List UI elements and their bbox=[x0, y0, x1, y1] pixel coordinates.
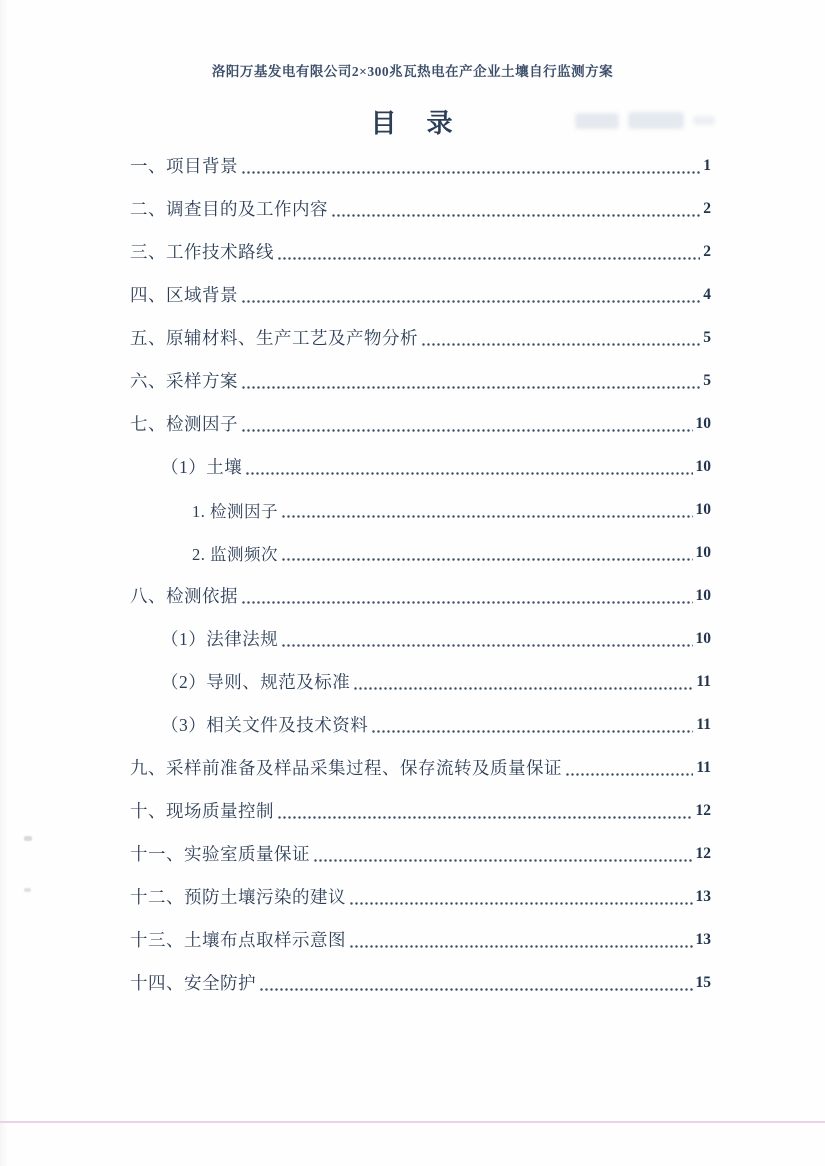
toc-entry-label: 2. 监测频次 bbox=[192, 544, 278, 564]
toc-entry-label: 十一、实验室质量保证 bbox=[130, 844, 310, 864]
toc-dot-leader bbox=[241, 385, 700, 390]
toc-entry-page: 4 bbox=[703, 285, 711, 303]
toc-entry-label: 1. 检测因子 bbox=[192, 501, 278, 521]
toc-entry-page: 1 bbox=[703, 156, 711, 174]
toc-dot-leader bbox=[421, 342, 700, 347]
toc-dot-leader bbox=[313, 858, 693, 863]
toc-entry bbox=[130, 875, 711, 918]
toc-entry bbox=[130, 746, 711, 789]
toc-entry-label: 一、项目背景 bbox=[130, 156, 238, 176]
toc-entry-page: 5 bbox=[703, 328, 711, 346]
toc-entry-label: 六、采样方案 bbox=[130, 371, 238, 391]
toc-dot-leader bbox=[241, 600, 693, 605]
toc-entry bbox=[130, 273, 711, 316]
toc-entry bbox=[130, 617, 711, 660]
toc-entry bbox=[130, 187, 711, 230]
scan-speck bbox=[24, 888, 31, 892]
toc-dot-leader bbox=[281, 557, 693, 562]
toc-entry-label: 二、调查目的及工作内容 bbox=[130, 199, 328, 219]
toc-entry-label: 八、检测依据 bbox=[130, 586, 238, 606]
toc-dot-leader bbox=[259, 987, 693, 992]
toc-entry-page: 2 bbox=[703, 242, 711, 260]
toc-dot-leader bbox=[371, 729, 693, 734]
toc-entry-label: （3）相关文件及技术资料 bbox=[161, 715, 369, 735]
toc-entry-label: 十三、土壤布点取样示意图 bbox=[130, 930, 346, 950]
toc-entry-page: 15 bbox=[695, 973, 711, 991]
toc-dot-leader bbox=[245, 471, 692, 476]
toc-entry bbox=[130, 402, 711, 445]
bleed-through-artifact bbox=[575, 113, 619, 129]
toc-entry bbox=[130, 703, 711, 746]
toc-dot-leader bbox=[349, 944, 693, 949]
scan-page-edge-line bbox=[0, 1121, 825, 1123]
toc-entry-page: 11 bbox=[696, 672, 711, 690]
bleed-through-artifact bbox=[693, 116, 715, 125]
document-header: 洛阳万基发电有限公司2×300兆瓦热电在产企业土壤自行监测方案 bbox=[211, 64, 614, 79]
toc-entry bbox=[130, 230, 711, 273]
toc-entry-label: 五、原辅材料、生产工艺及产物分析 bbox=[130, 328, 418, 348]
toc-entry bbox=[130, 918, 711, 961]
toc-entry bbox=[130, 144, 711, 187]
toc-entry bbox=[130, 789, 711, 832]
toc-dot-leader bbox=[349, 901, 693, 906]
toc-list bbox=[130, 144, 711, 1004]
toc-dot-leader bbox=[277, 815, 693, 820]
toc-dot-leader bbox=[281, 514, 693, 519]
toc-entry-page: 10 bbox=[695, 414, 711, 432]
toc-entry-page: 11 bbox=[696, 715, 711, 733]
toc-entry bbox=[130, 316, 711, 359]
toc-dot-leader bbox=[281, 643, 692, 648]
page-title: 目 录 bbox=[370, 109, 455, 138]
toc-entry-label: 十二、预防土壤污染的建议 bbox=[130, 887, 346, 907]
toc-entry-page: 11 bbox=[696, 758, 711, 776]
toc-dot-leader bbox=[241, 428, 693, 433]
toc-entry-label: （1）土壤 bbox=[161, 457, 243, 477]
toc-dot-leader bbox=[565, 772, 693, 777]
scan-speck bbox=[24, 836, 32, 841]
toc-entry bbox=[130, 574, 711, 617]
toc-entry-page: 10 bbox=[695, 543, 711, 561]
toc-entry-page: 5 bbox=[703, 371, 711, 389]
toc-entry-page: 10 bbox=[695, 629, 711, 647]
toc-entry-label: 十、现场质量控制 bbox=[130, 801, 274, 821]
toc-entry-label: 三、工作技术路线 bbox=[130, 242, 274, 262]
toc-entry-page: 10 bbox=[695, 500, 711, 518]
toc-entry bbox=[130, 660, 711, 703]
toc-dot-leader bbox=[353, 686, 693, 691]
toc-entry bbox=[130, 488, 711, 531]
toc-entry-page: 2 bbox=[703, 199, 711, 217]
toc-dot-leader bbox=[241, 170, 700, 175]
toc-entry bbox=[130, 531, 711, 574]
toc-entry-page: 13 bbox=[695, 930, 711, 948]
toc-entry-label: 十四、安全防护 bbox=[130, 973, 256, 993]
toc-entry bbox=[130, 832, 711, 875]
toc-dot-leader bbox=[331, 213, 700, 218]
bleed-through-artifact bbox=[628, 112, 684, 129]
toc-entry bbox=[130, 445, 711, 488]
toc-entry bbox=[130, 961, 711, 1004]
toc-entry bbox=[130, 359, 711, 402]
toc-dot-leader bbox=[241, 299, 700, 304]
toc-entry-page: 12 bbox=[695, 801, 711, 819]
toc-entry-page: 10 bbox=[695, 457, 711, 475]
toc-entry-label: 四、区域背景 bbox=[130, 285, 238, 305]
toc-dot-leader bbox=[277, 256, 700, 261]
toc-entry-page: 10 bbox=[695, 586, 711, 604]
toc-entry-page: 12 bbox=[695, 844, 711, 862]
toc-entry-page: 13 bbox=[695, 887, 711, 905]
toc-entry-label: 九、采样前准备及样品采集过程、保存流转及质量保证 bbox=[130, 758, 562, 778]
toc-entry-label: （1）法律法规 bbox=[161, 629, 279, 649]
toc-entry-label: （2）导则、规范及标准 bbox=[161, 672, 351, 692]
toc-entry-label: 七、检测因子 bbox=[130, 414, 238, 434]
scan-left-edge-shadow bbox=[0, 0, 8, 1166]
